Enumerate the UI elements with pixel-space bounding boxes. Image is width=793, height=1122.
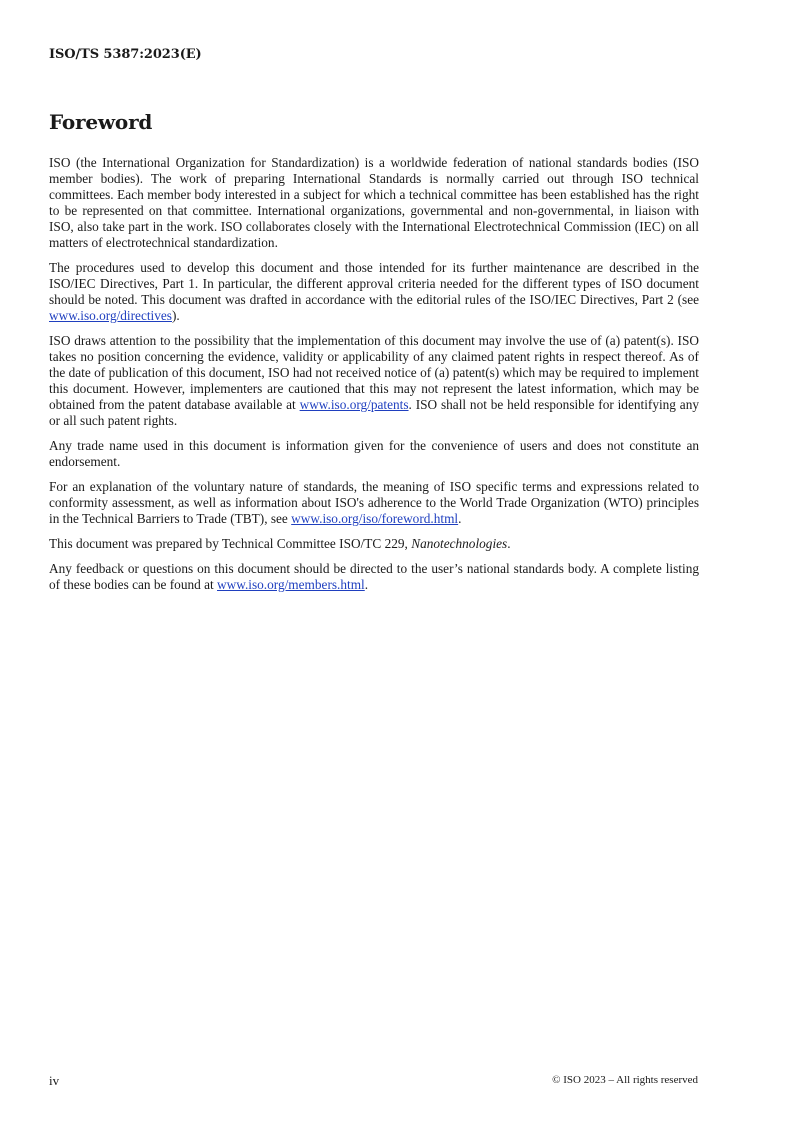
members-link[interactable]: www.iso.org/members.html: [217, 577, 365, 592]
paragraph-iso-intro: ISO (the International Organization for Standardization) is a worldwide federation of national standards bodies (ISO member bodies). The work of preparing International Standards is normally carried out through ISO technical committees. Each member body interested in a subject for which a technical committee has been established has the right to be represented on that committee. International organizations, governmental and non-governmental, in liaison with ISO, also take part in the work. ISO collaborates closely with the International Electrotechnical Commission (IEC) on all matters of electrotechnical standardization.: [49, 155, 699, 250]
paragraph-text: ).: [171, 308, 180, 323]
patents-link[interactable]: www.iso.org/patents: [299, 397, 409, 412]
document-id: ISO/TS 5387:2023(E): [49, 47, 202, 62]
paragraph-text: .: [458, 511, 462, 526]
committee-subject: Nanotechnologies: [411, 536, 508, 551]
foreword-body: [49, 155, 699, 602]
paragraph-trade-name: Any trade name used in this document is information given for the convenience of users and does not constitute an endorsement.: [49, 438, 699, 469]
paragraph-text: For an explanation of the voluntary nature of standards, the meaning of ISO specific terms and expressions related to conformity assessment, as well as information about ISO's adherence to the World Trade Organization (WTO) principles in the Technical Barriers to Trade (TBT), see: [49, 479, 699, 526]
paragraph-voluntary-nature: [49, 479, 699, 527]
paragraph-committee: [49, 536, 699, 552]
page-number: iv: [49, 1073, 60, 1088]
paragraph-procedures: [49, 260, 699, 324]
paragraph-text: This document was prepared by Technical Committee ISO/TC 229,: [49, 536, 412, 551]
paragraph-text: . ISO shall not be held responsible for identifying any or all such patent rights.: [49, 397, 699, 428]
paragraph-feedback: [49, 561, 699, 593]
paragraph-text: .: [507, 536, 511, 551]
copyright-notice: © ISO 2023 – All rights reserved: [552, 1074, 698, 1086]
paragraph-text: ISO draws attention to the possibility that the implementation of this document may involve the use of (a) patent(s). ISO takes no position concerning the evidence, validity or applicability of any claimed patent rights in respect thereof. As of the date of publication of this document, ISO had not received notice of (a) patent(s) which may be required to implement this document. However, implementers are cautioned that this may not represent the latest information, which may be obtained from the patent database available at: [49, 333, 699, 412]
directives-link[interactable]: www.iso.org/directives: [49, 308, 172, 323]
paragraph-text: .: [364, 577, 369, 592]
foreword-link[interactable]: www.iso.org/iso/foreword.html: [291, 511, 459, 526]
paragraph-text: Any feedback or questions on this document should be directed to the user’s national standards body. A complete listing of these bodies can be found at: [49, 561, 699, 592]
paragraph-text: The procedures used to develop this document and those intended for its further maintenance are described in the ISO/IEC Directives, Part 1. In particular, the different approval criteria needed for the different types of ISO document should be noted. This document was drafted in accordance with the editorial rules of the ISO/IEC Directives, Part 2 (see: [49, 260, 699, 307]
paragraph-patents: [49, 333, 699, 429]
page-title: Foreword: [49, 110, 153, 134]
